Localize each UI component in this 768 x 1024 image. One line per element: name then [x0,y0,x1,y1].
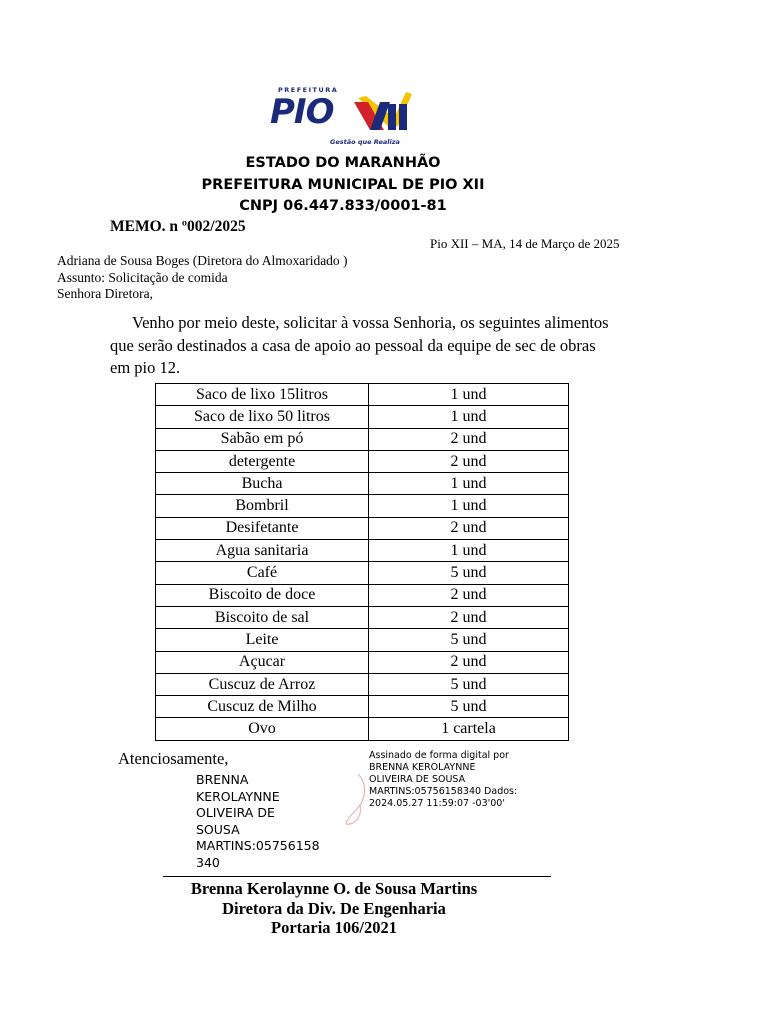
signature-name-line: MARTINS:05756158 [196,838,320,853]
table-row [156,696,569,718]
item-name-cell: Bucha [156,473,369,495]
logo-numeral: XII [350,75,373,92]
item-name-cell: Leite [156,629,369,651]
footer-role: Diretora da Div. De Engenharia [222,899,446,918]
digital-signature-line: MARTINS:05756158340 Dados: [369,786,518,797]
table-row [156,384,569,406]
digital-signature-line: BRENNA KEROLAYNNE [369,762,476,773]
item-qty-cell: 2 und [369,450,569,472]
signature-line [163,876,551,877]
item-name-cell: Desifetante [156,517,369,539]
logo-top-text: PREFEITURA [278,86,339,94]
digital-signature-stamp [369,750,549,810]
recipient: Adriana de Sousa Boges (Diretora do Almoxaridado ) [57,253,348,268]
footer-name: Brenna Kerolaynne O. de Sousa Martins [190,879,478,898]
items-table [155,383,569,741]
item-name-cell: Saco de lixo 15litros [156,384,369,406]
item-name-cell: Saco de lixo 50 litros [156,406,369,428]
item-name-cell: Bombril [156,495,369,517]
item-qty-cell: 1 und [369,473,569,495]
header-state: ESTADO DO MARANHÃO [245,155,441,171]
signature-name-block [196,772,346,871]
item-name-cell: Ovo [156,718,369,740]
table-row [156,673,569,695]
item-qty-cell: 2 und [369,584,569,606]
item-qty-cell: 5 und [369,696,569,718]
signature-name-line: OLIVEIRA DE [196,805,275,820]
logo-xii-emblem [350,75,416,138]
table-row [156,584,569,606]
header-cnpj: CNPJ 06.447.833/0001-81 [239,198,447,214]
signature-name-line: KEROLAYNNE [196,788,280,804]
table-row [156,562,569,584]
signature-name-line: BRENNA [196,772,249,787]
item-qty-cell: 1 und [369,495,569,517]
memo-date: Pio XII – MA, 14 de Março de 2025 [430,236,620,251]
logo-main-text: PIO [270,92,334,132]
item-name-cell: Agua sanitaria [156,540,369,562]
item-qty-cell: 1 und [369,384,569,406]
item-name-cell: Sabão em pó [156,428,369,450]
item-name-cell: detergente [156,450,369,472]
digital-signature-line: 2024.05.27 11:59:07 -03'00' [369,798,505,809]
signature-name-line: SOUSA [196,821,240,837]
table-row [156,629,569,651]
footer-portaria: Portaria 106/2021 [270,918,397,937]
subject: Assunto: Solicitação de comida [57,270,228,285]
item-name-cell: Cuscuz de Milho [156,696,369,718]
table-row [156,450,569,472]
table-row [156,651,569,673]
item-qty-cell: 2 und [369,517,569,539]
item-name-cell: Biscoito de sal [156,606,369,628]
body-paragraph [110,312,680,380]
digital-signature-line: Assinado de forma digital por [369,750,509,761]
body-line-2: que serão destinados a casa de apoio ao pessoal da equipe de sec de obras [110,335,596,355]
item-qty-cell: 5 und [369,673,569,695]
item-qty-cell: 5 und [369,629,569,651]
header-prefeitura: PREFEITURA MUNICIPAL DE PIO XII [201,177,485,193]
signature-name-line: 340 [196,854,220,870]
item-qty-cell: 1 und [369,406,569,428]
memo-number: MEMO. n º002/2025 [110,218,246,235]
closing: Atenciosamente, [118,749,229,768]
table-row [156,473,569,495]
salutation: Senhora Diretora, [57,286,153,301]
table-row [156,428,569,450]
body-line-3: em pio 12. [110,358,181,377]
item-name-cell: Biscoito de doce [156,584,369,606]
body-line-1: Venho por meio deste, solicitar à vossa Senhoria, os seguintes alimentos [132,313,609,332]
item-qty-cell: 1 cartela [369,718,569,740]
item-qty-cell: 1 und [369,540,569,562]
logo-slogan: Gestão que Realiza [330,138,400,146]
table-row [156,606,569,628]
item-name-cell: Açucar [156,651,369,673]
item-name-cell: Cuscuz de Arroz [156,673,369,695]
item-qty-cell: 2 und [369,651,569,673]
item-qty-cell: 2 und [369,428,569,450]
item-qty-cell: 2 und [369,606,569,628]
prefeitura-logo [268,75,418,150]
item-qty-cell: 5 und [369,562,569,584]
digital-signature-line: OLIVEIRA DE SOUSA [369,774,466,785]
table-row [156,517,569,539]
item-name-cell: Café [156,562,369,584]
table-row [156,495,569,517]
table-row [156,540,569,562]
table-row [156,718,569,740]
table-row [156,406,569,428]
